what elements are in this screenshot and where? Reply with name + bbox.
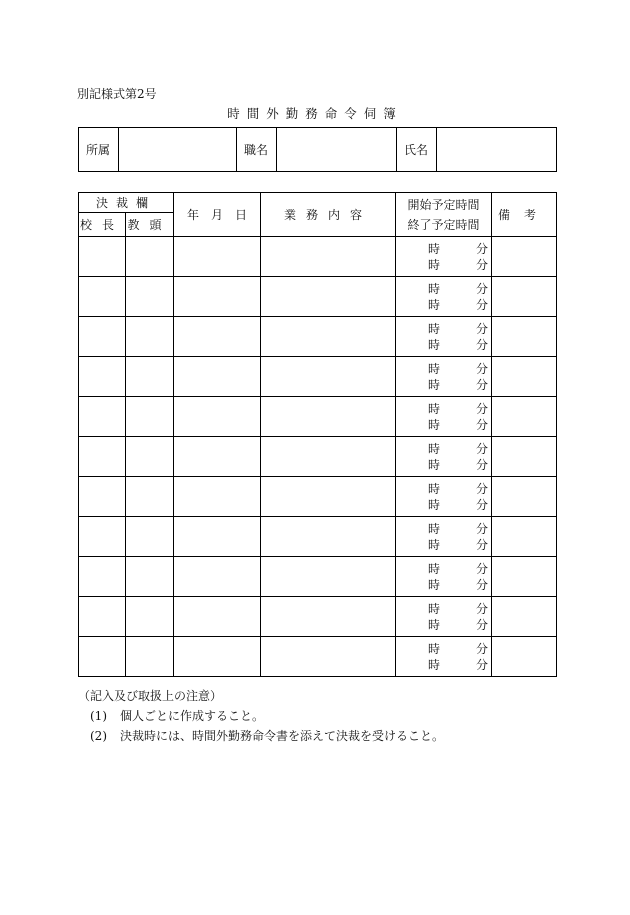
minute-unit: 分	[476, 561, 489, 576]
remarks-cell[interactable]	[492, 517, 557, 557]
table-row	[79, 637, 557, 677]
start-time-line	[428, 401, 488, 417]
table-row	[79, 237, 557, 277]
vice-principal-stamp-cell[interactable]	[126, 397, 174, 437]
table-row	[79, 317, 557, 357]
hour-unit: 時	[428, 281, 441, 296]
notes-heading: （記入及び取扱上の注意）	[78, 689, 223, 703]
date-cell[interactable]	[174, 237, 261, 277]
table-row	[79, 397, 557, 437]
end-time-line	[428, 377, 488, 393]
vice-principal-header: 教頭	[126, 213, 174, 237]
principal-stamp-cell[interactable]	[79, 637, 126, 677]
minute-unit: 分	[476, 321, 489, 336]
minute-unit: 分	[476, 361, 489, 376]
remarks-cell[interactable]	[492, 237, 557, 277]
hour-unit: 時	[428, 297, 441, 312]
vice-principal-stamp-cell[interactable]	[126, 477, 174, 517]
time-cell[interactable]	[396, 277, 492, 317]
remarks-cell[interactable]	[492, 357, 557, 397]
start-time-header: 開始予定時間	[407, 197, 480, 212]
vice-principal-stamp-cell[interactable]	[126, 597, 174, 637]
hour-unit: 時	[428, 361, 441, 376]
start-time-line	[428, 481, 488, 497]
table-row	[79, 357, 557, 397]
principal-stamp-cell[interactable]	[79, 317, 126, 357]
table-row	[79, 437, 557, 477]
minute-unit: 分	[476, 617, 489, 632]
work-content-cell[interactable]	[261, 397, 396, 437]
work-content-cell[interactable]	[261, 357, 396, 397]
vice-principal-stamp-cell[interactable]	[126, 277, 174, 317]
hour-unit: 時	[428, 321, 441, 336]
approval-header: 決裁欄	[79, 193, 174, 213]
work-content-cell[interactable]	[261, 477, 396, 517]
minute-unit: 分	[476, 577, 489, 592]
minute-unit: 分	[476, 657, 489, 672]
minute-unit: 分	[476, 481, 489, 496]
end-time-line	[428, 257, 488, 273]
minute-unit: 分	[476, 457, 489, 472]
minute-unit: 分	[476, 537, 489, 552]
form-number: 別記様式第2号	[77, 87, 157, 101]
note-item	[78, 726, 444, 746]
time-cell[interactable]	[396, 637, 492, 677]
principal-stamp-cell[interactable]	[79, 237, 126, 277]
start-time-line	[428, 241, 488, 257]
minute-unit: 分	[476, 297, 489, 312]
start-time-line	[428, 561, 488, 577]
time-cell[interactable]	[396, 317, 492, 357]
start-time-line	[428, 321, 488, 337]
affiliation-label: 所属	[79, 128, 119, 172]
note-text: 決裁時には、時間外勤務命令書を添えて決裁を受けること。	[120, 729, 445, 743]
principal-stamp-cell[interactable]	[79, 357, 126, 397]
minute-unit: 分	[476, 401, 489, 416]
affiliation-field[interactable]	[119, 128, 237, 172]
note-number: (1)	[90, 709, 107, 723]
date-cell[interactable]	[174, 517, 261, 557]
note-text: 個人ごとに作成すること。	[120, 709, 265, 723]
vice-principal-stamp-cell[interactable]	[126, 357, 174, 397]
date-cell[interactable]	[174, 437, 261, 477]
vice-principal-stamp-cell[interactable]	[126, 317, 174, 357]
hour-unit: 時	[428, 497, 441, 512]
end-time-header: 終了予定時間	[407, 217, 480, 232]
work-content-cell[interactable]	[261, 317, 396, 357]
time-cell[interactable]	[396, 557, 492, 597]
remarks-header: 備考	[492, 193, 557, 237]
hour-unit: 時	[428, 377, 441, 392]
name-field[interactable]	[437, 128, 557, 172]
work-content-cell[interactable]	[261, 597, 396, 637]
hour-unit: 時	[428, 657, 441, 672]
work-content-header: 業務内容	[261, 193, 396, 237]
work-content-cell[interactable]	[261, 437, 396, 477]
overtime-table	[78, 192, 557, 677]
time-cell[interactable]	[396, 437, 492, 477]
hour-unit: 時	[428, 257, 441, 272]
vice-principal-stamp-cell[interactable]	[126, 637, 174, 677]
principal-stamp-cell[interactable]	[79, 437, 126, 477]
end-time-line	[428, 617, 488, 633]
date-cell[interactable]	[174, 477, 261, 517]
hour-unit: 時	[428, 481, 441, 496]
hour-unit: 時	[428, 617, 441, 632]
remarks-cell[interactable]	[492, 437, 557, 477]
time-cell[interactable]	[396, 397, 492, 437]
end-time-line	[428, 657, 488, 673]
table-row	[79, 597, 557, 637]
hour-unit: 時	[428, 417, 441, 432]
start-time-line	[428, 441, 488, 457]
vice-principal-stamp-cell[interactable]	[126, 557, 174, 597]
date-cell[interactable]	[174, 317, 261, 357]
vice-principal-stamp-cell[interactable]	[126, 517, 174, 557]
table-row	[79, 557, 557, 597]
principal-header: 校長	[79, 213, 126, 237]
minute-unit: 分	[476, 281, 489, 296]
remarks-cell[interactable]	[492, 397, 557, 437]
position-label: 職名	[237, 128, 277, 172]
hour-unit: 時	[428, 401, 441, 416]
position-field[interactable]	[277, 128, 397, 172]
start-time-line	[428, 521, 488, 537]
note-item	[78, 706, 444, 726]
time-cell[interactable]	[396, 477, 492, 517]
work-content-cell[interactable]	[261, 517, 396, 557]
minute-unit: 分	[476, 337, 489, 352]
hour-unit: 時	[428, 241, 441, 256]
date-cell[interactable]	[174, 277, 261, 317]
table-row	[79, 477, 557, 517]
time-cell[interactable]	[396, 517, 492, 557]
remarks-cell[interactable]	[492, 557, 557, 597]
time-header	[396, 193, 492, 237]
end-time-line	[428, 577, 488, 593]
minute-unit: 分	[476, 521, 489, 536]
hour-unit: 時	[428, 457, 441, 472]
minute-unit: 分	[476, 417, 489, 432]
hour-unit: 時	[428, 641, 441, 656]
date-cell[interactable]	[174, 637, 261, 677]
note-number: (2)	[90, 729, 107, 743]
principal-stamp-cell[interactable]	[79, 557, 126, 597]
hour-unit: 時	[428, 561, 441, 576]
remarks-cell[interactable]	[492, 477, 557, 517]
work-content-cell[interactable]	[261, 277, 396, 317]
date-cell[interactable]	[174, 557, 261, 597]
remarks-cell[interactable]	[492, 317, 557, 357]
hour-unit: 時	[428, 337, 441, 352]
info-table	[78, 127, 557, 172]
hour-unit: 時	[428, 521, 441, 536]
date-cell[interactable]	[174, 357, 261, 397]
name-label: 氏名	[397, 128, 437, 172]
hour-unit: 時	[428, 601, 441, 616]
principal-stamp-cell[interactable]	[79, 597, 126, 637]
date-header: 年 月 日	[174, 193, 261, 237]
date-cell[interactable]	[174, 397, 261, 437]
minute-unit: 分	[476, 241, 489, 256]
hour-unit: 時	[428, 577, 441, 592]
start-time-line	[428, 641, 488, 657]
end-time-line	[428, 417, 488, 433]
document-title: 時間外勤務命令伺簿	[227, 106, 403, 121]
hour-unit: 時	[428, 441, 441, 456]
minute-unit: 分	[476, 497, 489, 512]
work-content-cell[interactable]	[261, 557, 396, 597]
work-content-cell[interactable]	[261, 637, 396, 677]
end-time-line	[428, 337, 488, 353]
table-row	[79, 277, 557, 317]
table-row	[79, 517, 557, 557]
time-cell[interactable]	[396, 597, 492, 637]
time-cell[interactable]	[396, 357, 492, 397]
principal-stamp-cell[interactable]	[79, 277, 126, 317]
time-cell[interactable]	[396, 237, 492, 277]
notes	[78, 686, 444, 746]
remarks-cell[interactable]	[492, 277, 557, 317]
remarks-cell[interactable]	[492, 597, 557, 637]
end-time-line	[428, 297, 488, 313]
start-time-line	[428, 281, 488, 297]
date-cell[interactable]	[174, 597, 261, 637]
minute-unit: 分	[476, 257, 489, 272]
minute-unit: 分	[476, 377, 489, 392]
vice-principal-stamp-cell[interactable]	[126, 437, 174, 477]
start-time-line	[428, 361, 488, 377]
principal-stamp-cell[interactable]	[79, 517, 126, 557]
principal-stamp-cell[interactable]	[79, 477, 126, 517]
end-time-line	[428, 457, 488, 473]
work-content-cell[interactable]	[261, 237, 396, 277]
end-time-line	[428, 497, 488, 513]
remarks-cell[interactable]	[492, 637, 557, 677]
start-time-line	[428, 601, 488, 617]
minute-unit: 分	[476, 601, 489, 616]
end-time-line	[428, 537, 488, 553]
minute-unit: 分	[476, 441, 489, 456]
minute-unit: 分	[476, 641, 489, 656]
vice-principal-stamp-cell[interactable]	[126, 237, 174, 277]
principal-stamp-cell[interactable]	[79, 397, 126, 437]
hour-unit: 時	[428, 537, 441, 552]
